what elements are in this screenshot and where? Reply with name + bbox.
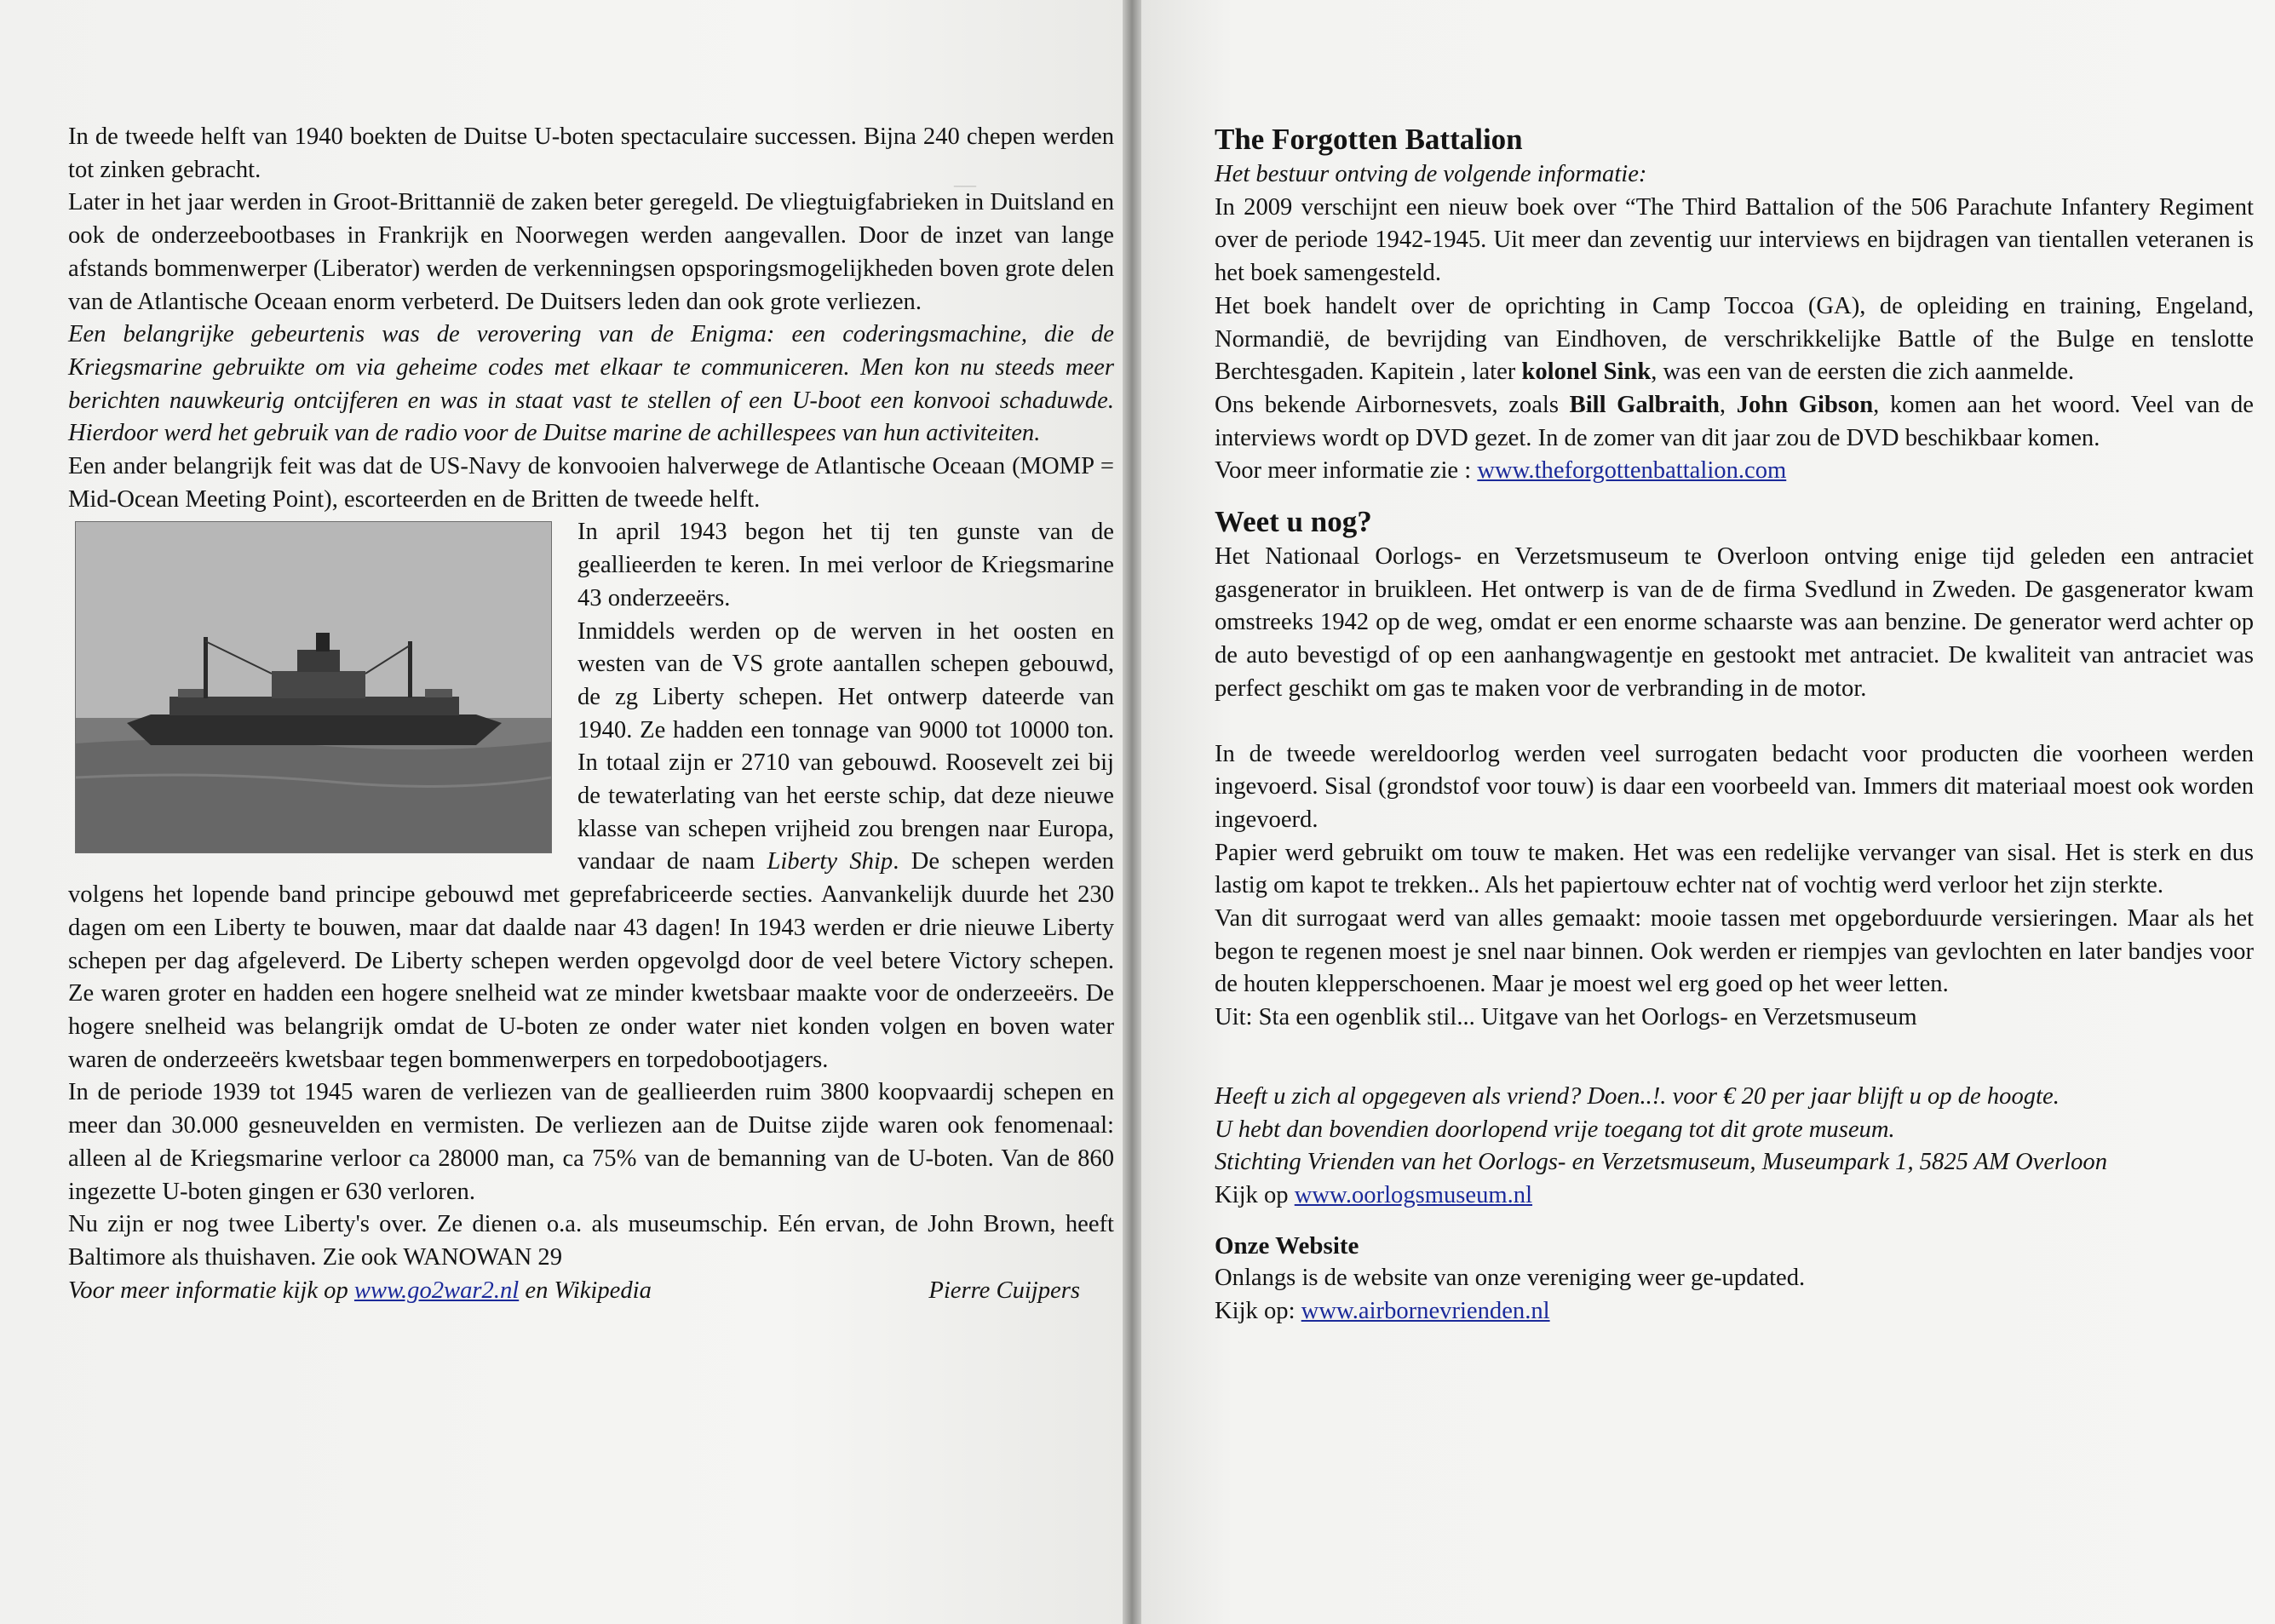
paragraph: Een ander belangrijk feit was dat de US-Navy de konvooien halverwege de Atlantische Oceaan (MOMP = Mid-Ocean Meeting Point), escorteerden en de Britten de tweede helft.: [68, 453, 1114, 513]
paragraph: Later in het jaar werden in Groot-Brittannië de zaken beter geregeld. De vliegtuigfabrieken in Duitsland en ook de onderzeebootbases in Frankrijk en Noorwegen werden aangevallen. Door de inzet van lange afstands bommenwerper (Liberator) werden de verkenningsen opsporingsmogelijkheden boven grote delen van de Atlantische Oceaan enorm verbeterd. De Duitsers leden dan ook grote verliezen.: [68, 189, 1114, 315]
museum-link-line: [1215, 1179, 2254, 1213]
forgotten-battalion-link[interactable]: www.theforgottenbattalion.com: [1477, 457, 1787, 485]
paragraph: Nu zijn er nog twee Liberty's over. Ze dienen o.a. als museumschip. Eén ervan, de John Brown, heeft Baltimore als thuishaven. Zie ook WANOWAN 29: [68, 1211, 1114, 1271]
text-run: Kijk op: [1215, 1181, 1295, 1208]
website-text: Onlangs is de website van onze vereniging weer ge-updated.: [1215, 1265, 1806, 1292]
paragraph: Papier werd gebruikt om touw te maken. Het was een redelijke vervanger van sisal. Het is sterk en dus lastig om kapot te trekken.. Als het papiertouw echter nat of vochtig werd verloor het zijn sterkte.: [1215, 839, 2254, 899]
author: Pierre Cuijpers: [928, 1277, 1080, 1304]
text-run: , komen aan het woord. Veel van de interviews wordt op DVD gezet. In de zomer van dit jaar zou de DVD beschikbaar komen.: [1215, 391, 2254, 451]
oorlogsmuseum-link[interactable]: www.oorlogsmuseum.nl: [1294, 1181, 1533, 1208]
left-page: [0, 0, 1123, 1624]
paragraph-enigma: Een belangrijke gebeurtenis was de verovering van de Enigma: een coderingsmachine, die de Kriegsmarine gebruikte om via geheime codes met elkaar te communiceren. Men kon nu steeds meer berichten nauwkeurig ontcijferen en was in staat vast te stellen of een U-boot een konvooi schaduwde. Hierdoor werd het gebruik van de radio voor de Duitse marine de achillespees van hun activiteiten.: [68, 321, 1114, 447]
website-link-line: [1215, 1295, 2254, 1328]
airbornevrienden-link[interactable]: www.airbornevrienden.nl: [1301, 1298, 1550, 1325]
text-run: Inmiddels werden op de werven in het oosten en westen van de VS grote aantallen schepen gebouwd, de zg Liberty schepen. Het ontwerp dateerde van 1940. Ze hadden een tonnage van 9000 tot 10000 ton. In totaal zijn er 2710 van gebouwd. Roosevelt zei bij de tewaterlating van het eerste schip, dat deze nieuwe klasse van schepen vrijheid zou brengen naar Europa, vandaar de naam: [577, 617, 1114, 875]
more-info-suffix: en Wikipedia: [519, 1277, 652, 1304]
fb-intro: Het bestuur ontving de volgende informatie:: [1215, 161, 1647, 187]
bold-name: Bill Galbraith: [1569, 391, 1720, 418]
text-run: Het boek handelt over de oprichting in Camp Toccoa (GA), de opleiding en training, Engeland, Normandië, de bevrijding van Eindhoven, de verschrikkelijke Battle of the Bulge en tenslotte Berchtesgaden. Kapitein , later: [1215, 292, 2254, 386]
bold-name: John Gibson: [1736, 391, 1874, 418]
friend-line: Heeft u zich al opgegeven als vriend? Doen..!. voor € 20 per jaar blijft u op de hoogte.: [1215, 1082, 2060, 1110]
go2war2-link[interactable]: www.go2war2.nl: [353, 1277, 520, 1304]
text-run: Kijk op:: [1215, 1298, 1301, 1325]
show-through-text: —: [954, 172, 976, 197]
text-run: Ons bekende Airbornesvets, zoals: [1215, 391, 1570, 418]
friend-address: Stichting Vrienden van het Oorlogs- en Verzetsmuseum, Museumpark 1, 5825 AM Overloon: [1215, 1149, 2107, 1176]
paragraph: In 2009 verschijnt een nieuw boek over “The Third Battalion of the 506 Parachute Infantery Regiment over de periode 1942-1945. Uit meer dan zeventig uur interviews en bijdragen van tientallen veteranen is het boek samengesteld.: [1215, 193, 2254, 287]
text-run: , was een van de eersten die zich aanmelde.: [1651, 359, 2075, 386]
paragraph: [1215, 389, 2254, 455]
text-run: Voor meer informatie zie :: [1215, 457, 1478, 485]
liberty-ship-term: Liberty Ship: [767, 848, 893, 875]
paragraph: Het Nationaal Oorlogs- en Verzetsmuseum te Overloon ontving enige tijd geleden een antraciet gasgenerator in bruikleen. Het ontwerp is van de de firma Svedlund in Zweden. De gasgenerator kwam omstreeks 1942 op de weg, omdat er een enorme schaarste was aan benzine. De generator werd achter op de auto bevestigd of op een aanhangwagentje en gestookt met antraciet. De kwaliteit van antraciet was perfect geschikt om gas te maken voor de verbranding in de motor.: [1215, 543, 2254, 702]
paragraph: [1215, 290, 2254, 389]
source-line: Uit: Sta een ogenblik stil... Uitgave van het Oorlogs- en Verzetsmuseum: [1215, 1004, 1917, 1031]
weet-u-nog-heading: Weet u nog?: [1215, 505, 1372, 539]
article-footer: [68, 1275, 1114, 1308]
book-gutter: [1123, 0, 1141, 1624]
fb-more-info: [1215, 455, 2254, 488]
paragraph: In de periode 1939 tot 1945 waren de verliezen van de geallieerden ruim 3800 koopvaardij schepen en meer dan 30.000 gesneuvelden en vermisten. De verliezen aan de Duitse zijde waren ook fenomenaal: alleen al de Kriegsmarine verloor ca 28000 man, ca 75% van de bemanning van de U-boten. Van de 860 ingezette U-boten gingen er 630 verloren.: [68, 1079, 1114, 1205]
ship-illustration: [76, 522, 551, 852]
more-info-prefix: Voor meer informatie kijk op: [68, 1277, 354, 1304]
forgotten-battalion-heading: The Forgotten Battalion: [1215, 123, 1523, 156]
text-run: ,: [1719, 391, 1737, 418]
right-column: [1215, 121, 2254, 1328]
paragraph: Van dit surrogaat werd van alles gemaakt: mooie tassen met opgeborduurde versieringen. Maar als het begon te regenen moest je snel naar binnen. Ook werden er riempjes van gevlochten en later bandjes voor de houten klepperschoenen. Maar je moest wel erg goed op het weer letten.: [1215, 905, 2254, 998]
paragraph: In april 1943 begon het tij ten gunste van de geallieerden te keren. In mei verloor de Kriegsmarine 43 onderzeeërs.: [577, 519, 1114, 611]
article-liberty-ships: [68, 121, 1114, 1307]
text-run: . De schepen werden volgens het lopende band principe gebouwd met geprefabriceerde secties. Aanvankelijk duurde het 230 dagen om een Liberty te bouwen, maar dat daalde naar 43 dagen! In 1943 werden er drie nieuwe Liberty schepen per dag afgeleverd. De Liberty schepen werden opgevolgd door de veel betere Victory schepen. Ze waren groter en hadden een hogere snelheid wat ze minder kwetsbaar maakte voor de onderzeeërs. De hogere snelheid was belangrijk omdat de U-boten ze onder water niet konden volgen en boven water waren de onderzeeërs kwetsbaar tegen bommenwerpers en torpedobootjagers.: [68, 848, 1114, 1073]
friend-line: U hebt dan bovendien doorlopend vrije toegang tot dit grote museum.: [1215, 1116, 1895, 1143]
more-info: [68, 1275, 652, 1308]
paragraph: In de tweede wereldoorlog werden veel surrogaten bedacht voor producten die voorheen werden ingevoerd. Sisal (grondstof voor touw) is daar een voorbeeld van. Immers dit materiaal moest ook worden ingevoerd.: [1215, 740, 2254, 833]
liberty-ship-photo: [75, 521, 552, 853]
website-heading: Onze Website: [1215, 1231, 1359, 1260]
paragraph: In de tweede helft van 1940 boekten de Duitse U-boten spectaculaire successen. Bijna 240 chepen werden tot zinken gebracht.: [68, 123, 1114, 183]
bold-name: kolonel Sink: [1521, 359, 1652, 386]
